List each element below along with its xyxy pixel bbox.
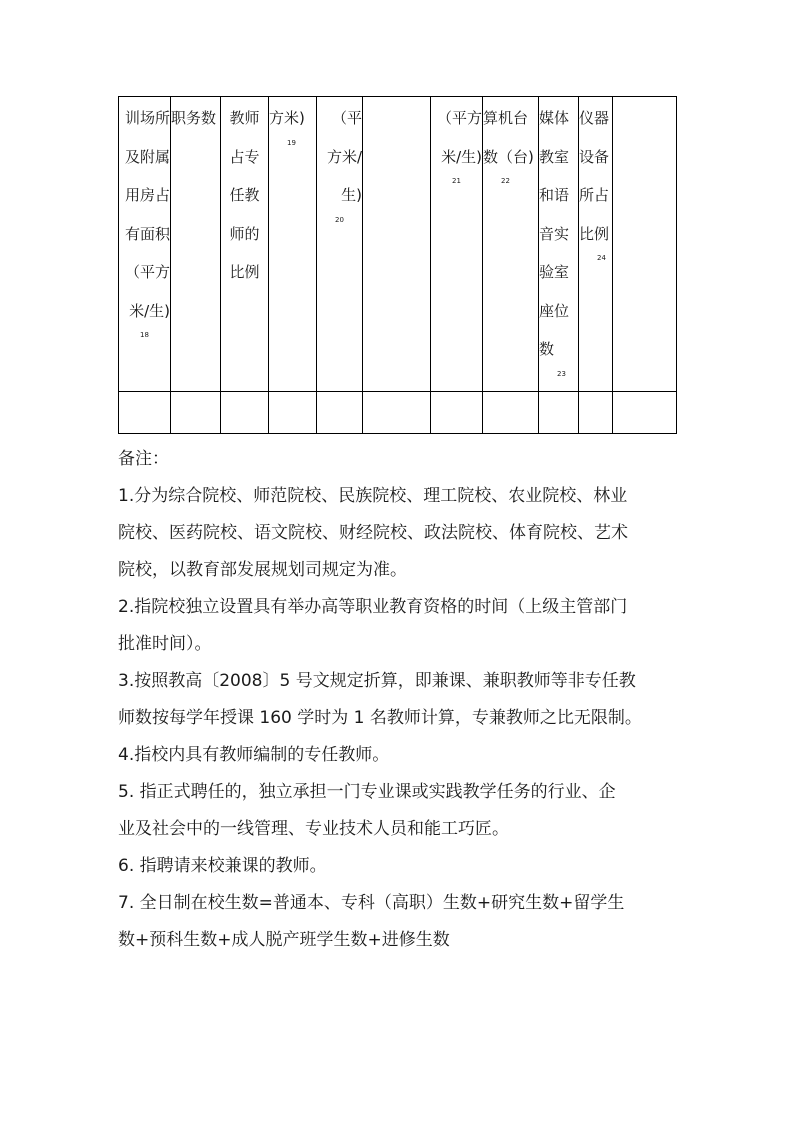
data-cell[interactable] (613, 392, 677, 434)
footnote-marker: 20 (335, 215, 344, 224)
footnote-marker: 22 (501, 177, 510, 185)
header-cell-line: 和语 (539, 186, 570, 204)
header-cell-line: 师的 (229, 224, 260, 243)
header-cell-line: 数（台) (483, 147, 534, 166)
header-cell-line: 米/生) (441, 147, 482, 166)
data-cell[interactable] (363, 392, 431, 434)
header-cell-line: 比例 (579, 224, 610, 243)
header-cell (171, 97, 221, 392)
header-cell-line: 比例 (229, 263, 260, 281)
note-line: 2.指院校独立设置具有举办高等职业教育资格的时间（上级主管部门 (118, 597, 628, 617)
note-line: 院校，以教育部发展规划司规定为准。 (118, 560, 407, 580)
notes-heading: 备注： (118, 449, 169, 469)
header-cell-line: 训场所 (124, 109, 170, 127)
header-cell-line: 方米) (269, 109, 305, 127)
header-cell-line: 算机台 (483, 109, 529, 127)
note-line: 业及社会中的一线管理、专业技术人员和能工巧匠。 (118, 819, 509, 839)
header-cell (221, 97, 269, 392)
header-cell-line: 生) (341, 186, 362, 204)
header-cell-line: 音实 (539, 224, 570, 243)
data-cell[interactable] (579, 392, 613, 434)
header-cell (539, 97, 579, 392)
header-cell-line: 设备 (579, 147, 610, 166)
note-line: 3.按照教高〔2008〕5 号文规定折算，即兼课、兼职教师等非专任教 (118, 671, 636, 691)
header-cell-line: 仪器 (579, 109, 610, 127)
header-cell-line: 及附属 (124, 147, 170, 166)
header-cell-line: 有面积 (124, 224, 170, 243)
header-cell-line: （平 (331, 109, 362, 127)
header-cell (483, 97, 539, 392)
header-cell (613, 97, 677, 392)
header-cell-line: 验室 (539, 263, 570, 281)
header-cell (317, 97, 363, 392)
header-cell-line: （平方 (436, 109, 482, 127)
data-row (119, 392, 677, 434)
header-cell-line: 用房占 (124, 186, 170, 204)
footnote-marker: 23 (557, 369, 566, 378)
note-line: 院校、医药院校、语文院校、财经院校、政法院校、体育院校、艺术 (118, 523, 628, 543)
statistics-table (118, 96, 677, 434)
header-cell-line: 方米/ (326, 147, 362, 166)
header-cell-line: 米/生) (129, 301, 170, 320)
header-cell-line: 座位 (539, 301, 570, 320)
data-cell[interactable] (119, 392, 171, 434)
header-cell (579, 97, 613, 392)
note-line: 1.分为综合院校、师范院校、民族院校、理工院校、农业院校、林业 (118, 486, 628, 506)
data-cell[interactable] (483, 392, 539, 434)
header-cell-line: 任教 (229, 186, 260, 204)
header-cell-line: 职务数 (171, 109, 217, 127)
data-cell[interactable] (431, 392, 483, 434)
header-cell-line: 数 (539, 340, 555, 358)
header-cell (269, 97, 317, 392)
data-cell[interactable] (269, 392, 317, 434)
header-cell-line: 所占 (579, 186, 610, 204)
note-line: 数+预科生数+成人脱产班学生数+进修生数 (118, 930, 450, 950)
footnote-marker: 18 (140, 331, 149, 339)
note-line: 批准时间）。 (118, 634, 212, 654)
header-cell (363, 97, 431, 392)
data-cell[interactable] (221, 392, 269, 434)
header-cell (119, 97, 171, 392)
header-cell-line: 教师 (229, 109, 260, 127)
note-line: 6. 指聘请来校兼课的教师。 (118, 856, 327, 876)
footnote-marker: 19 (287, 138, 296, 147)
notes-section (118, 441, 688, 959)
footnote-marker: 24 (597, 254, 606, 262)
header-cell-line: 教室 (539, 147, 570, 166)
data-cell[interactable] (539, 392, 579, 434)
header-row (119, 97, 677, 392)
footnote-marker: 21 (452, 177, 461, 185)
data-cell[interactable] (171, 392, 221, 434)
header-cell (431, 97, 483, 392)
header-cell-line: 媒体 (539, 109, 570, 127)
note-line: 4.指校内具有教师编制的专任教师。 (118, 745, 390, 765)
note-line: 7. 全日制在校生数=普通本、专科（高职）生数+研究生数+留学生 (118, 893, 625, 913)
header-cell-line: 占专 (229, 147, 260, 166)
note-line: 5. 指正式聘任的，独立承担一门专业课或实践教学任务的行业、企 (118, 782, 616, 802)
data-cell[interactable] (317, 392, 363, 434)
note-line: 师数按每学年授课 160 学时为 1 名教师计算，专兼教师之比无限制。 (118, 708, 642, 728)
header-cell-line: （平方 (124, 263, 170, 281)
